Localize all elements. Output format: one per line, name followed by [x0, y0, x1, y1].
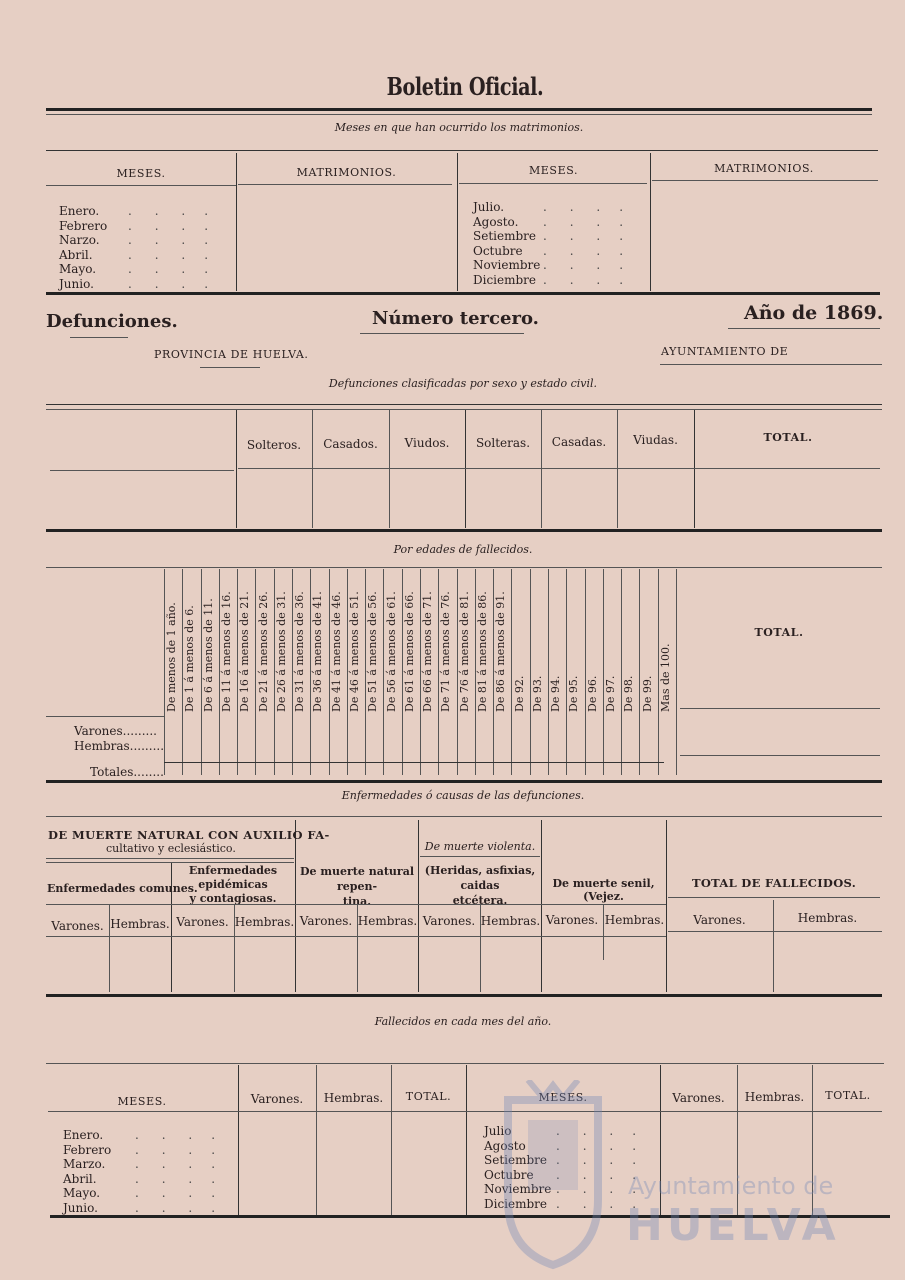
month-label: Enero. — [63, 1128, 104, 1142]
causes-caption: Enfermedades ó causas de las defunciones. — [341, 789, 585, 802]
causes-senile: De muerte senil, (Vejez. — [552, 877, 655, 903]
causes-total: TOTAL DE FALLECIDOS. — [691, 876, 857, 890]
ages-column-header: De 98. — [622, 675, 636, 712]
ages-column-header: De 81 á menos de 86. — [476, 591, 489, 712]
ages-column-header: De 71 á menos de 76. — [439, 591, 453, 712]
causes-natural-aux-1: DE MUERTE NATURAL CON AUXILIO FA- — [48, 828, 330, 842]
monthly-vline — [238, 1065, 239, 1215]
causes-wounds — [419, 863, 541, 908]
causes-total-male: Varones. — [693, 913, 746, 927]
leader-dots-left: . . . . . . . . . . . . . . . . . . . . . . . . — [128, 204, 209, 291]
causes-total-female: Hembras. — [797, 911, 858, 925]
ages-column-divider — [621, 569, 622, 775]
monthly-caption: Fallecidos en cada mes del año. — [374, 1015, 552, 1028]
causes-vline — [541, 820, 542, 992]
monthly-total-header-left: TOTAL. — [405, 1090, 452, 1103]
marriages-count-header-left: MATRIMONIOS. — [296, 166, 397, 179]
month-label: Junio. — [63, 1200, 98, 1215]
monthly-leader-dots-left: . . . . . . . . . . . . . . . . . . . . . . . . — [135, 1128, 216, 1215]
ages-column-header: De 97. — [604, 675, 617, 712]
ages-column-divider — [383, 569, 384, 775]
ages-column-divider — [530, 569, 531, 775]
month-label: Enero. — [59, 204, 100, 218]
ages-column-divider — [511, 569, 512, 775]
causes-epidemic — [172, 864, 294, 906]
watermark-line1: Ayuntamiento de — [628, 1172, 834, 1200]
month-label: Agosto — [484, 1138, 526, 1153]
ages-column-divider — [585, 569, 586, 775]
month-label: Setiembre — [484, 1153, 547, 1168]
ages-column-header: De 93. — [530, 675, 544, 712]
ages-row-rule — [46, 716, 164, 717]
monthly-female-header-left: Hembras. — [323, 1091, 384, 1105]
causes-wounds-line1: (Heridas, asfixias, caidas — [424, 864, 536, 892]
month-label: Abril. — [59, 247, 93, 262]
causes-violent: De muerte violenta. — [424, 840, 536, 853]
ages-column-divider — [566, 569, 567, 775]
province-label: PROVINCIA DE HUELVA. — [154, 348, 309, 361]
ages-column-header: De 41 á menos de 46. — [329, 591, 343, 712]
ages-column-header: De 92. — [512, 675, 526, 712]
civil-col-header: Viudos. — [404, 436, 450, 450]
ages-column-header: De 31 á menos de 36. — [293, 591, 307, 712]
ages-column-header: De 16 á menos de 21. — [238, 591, 252, 712]
marriages-count-header-right: MATRIMONIOS. — [714, 162, 814, 175]
ages-column-header: De 99. — [640, 675, 654, 712]
month-label: Abril. — [63, 1171, 97, 1186]
ages-column-divider — [676, 569, 677, 775]
civil-col-header: Solteras. — [475, 436, 531, 450]
month-label: Julio. — [473, 200, 505, 214]
causes-epidemic-line1: Enfermedades epidémicas — [188, 864, 278, 891]
monthly-header-rule — [48, 1111, 882, 1112]
causes-sudden — [296, 864, 418, 909]
causes-rule — [46, 936, 666, 937]
ages-column-header: De 95. — [567, 675, 581, 712]
leader-dots-right: . . . . . . . . . . . . . . . . . . . . . . . . — [543, 200, 624, 287]
causes-senile-female: Hembras. — [604, 913, 665, 927]
month-label: Narzo. — [59, 233, 100, 248]
council-crest-watermark — [498, 1080, 608, 1270]
causes-common-female: Hembras. — [110, 917, 170, 931]
civil-caption: Defunciones clasificadas por sexo y estado civil. — [328, 377, 598, 390]
ages-column-header: De 26 á menos de 31. — [274, 591, 288, 712]
civil-col-header: Viudas. — [633, 433, 678, 447]
causes-violent-female: Hembras. — [480, 914, 541, 928]
marriages-months-header-right: MESES. — [528, 164, 579, 177]
month-label: Noviembre — [473, 258, 541, 273]
causes-common: Enfermedades comunes. — [47, 882, 198, 895]
causes-sudden-line2: tina. — [342, 895, 372, 908]
month-label: Febrero — [63, 1142, 112, 1157]
ages-column-header: De 46 á menos de 51. — [348, 591, 361, 712]
month-label: Marzo. — [63, 1157, 106, 1172]
monthly-leader-dots-right: . . . . . . . . . . . . . . . . . . . . . . . . — [556, 1124, 637, 1211]
causes-rule — [668, 931, 882, 932]
civil-col-header: Casados. — [323, 437, 378, 451]
causes-rule — [46, 862, 294, 863]
causes-top-rule — [46, 816, 882, 817]
causes-common-male: Varones. — [51, 919, 104, 933]
causes-violent-male: Varones. — [422, 914, 476, 928]
ages-column-header: De 21 á menos de 26. — [256, 591, 270, 712]
causes-rule — [668, 897, 880, 898]
monthly-months-header-left: MESES. — [117, 1095, 167, 1108]
section-year: Año de 1869. — [744, 302, 884, 324]
council-label: AYUNTAMIENTO DE — [661, 345, 789, 358]
month-label: Diciembre — [473, 272, 537, 287]
month-label: Junio. — [59, 276, 94, 291]
causes-sudden-male: Varones. — [299, 914, 353, 928]
month-label: Diciembre — [484, 1196, 548, 1211]
causes-rule — [46, 858, 294, 859]
ages-column-divider — [639, 569, 640, 775]
causes-sudden-line1: De muerte natural repen- — [299, 865, 414, 893]
ages-column-header: De 96. — [585, 675, 599, 712]
ages-column-header: De 61 á menos de 66. — [402, 591, 416, 712]
section-title: Defunciones. — [46, 311, 178, 332]
monthly-total-header-right: TOTAL. — [825, 1089, 871, 1102]
ages-column-header: De 1 á menos de 6. — [183, 605, 197, 712]
civil-col-header: Casadas. — [551, 435, 607, 449]
month-label: Noviembre — [484, 1182, 552, 1197]
causes-bottom-rule — [46, 994, 882, 997]
ages-column-header: De 51 á menos de 56. — [366, 591, 380, 712]
monthly-months-left — [63, 1128, 111, 1216]
causes-rule — [420, 856, 540, 857]
ages-total-rule — [680, 755, 880, 756]
causes-epidemic-male: Varones. — [176, 915, 229, 929]
month-label: Setiembre — [473, 229, 536, 244]
monthly-vline — [391, 1065, 392, 1215]
causes-wounds-line2: etcétera. — [452, 894, 508, 907]
ages-column-header: De 86 á menos de 91. — [494, 591, 508, 712]
monthly-male-header-left: Varones. — [250, 1092, 304, 1106]
ages-column-header: De 56 á menos de 61. — [384, 591, 398, 712]
monthly-female-header-right: Hembras. — [744, 1090, 805, 1104]
month-label: Febrero — [59, 218, 108, 233]
ages-total-rule — [680, 708, 880, 709]
month-label: Julio — [484, 1124, 512, 1138]
ages-column-divider — [548, 569, 549, 775]
causes-sudden-female: Hembras. — [357, 914, 418, 928]
month-label: Octubre — [484, 1167, 534, 1182]
ages-bottom-rule — [46, 780, 882, 783]
causes-senile-male: Varones. — [545, 913, 599, 927]
month-label: Octubre — [473, 243, 523, 258]
civil-col-header: Solteros. — [246, 438, 302, 452]
monthly-months-header-right: MESES. — [538, 1091, 588, 1104]
monthly-male-header-right: Varones. — [672, 1091, 725, 1105]
monthly-top-rule — [46, 1063, 884, 1064]
ages-column-header: De menos de 1 año. — [165, 602, 179, 712]
ages-column-header: De 6 á menos de 11. — [201, 598, 215, 712]
ages-row-label-total: Totales........ — [90, 765, 164, 779]
causes-vline — [666, 820, 667, 992]
page-title: Boletin Oficial. — [386, 72, 544, 101]
monthly-vline — [316, 1065, 317, 1215]
ages-caption: Por edades de fallecidos. — [393, 543, 533, 556]
causes-natural-aux-2: cultativo y eclesiástico. — [106, 842, 236, 855]
ages-column-header: De 76 á menos de 81. — [457, 591, 471, 712]
ages-column-divider — [603, 569, 604, 775]
watermark-line2: HUELVA — [626, 1200, 840, 1251]
causes-rule — [46, 904, 666, 905]
marriages-months-header-left: MESES. — [116, 167, 166, 180]
month-label: Mayo. — [63, 1186, 101, 1201]
causes-epidemic-line2: y contagiosas. — [189, 892, 277, 905]
causes-epidemic-female: Hembras. — [234, 915, 295, 929]
ages-column-divider — [255, 569, 256, 775]
ages-totals-rule — [164, 762, 664, 763]
civil-col-header-total: TOTAL. — [763, 431, 813, 444]
month-label: Mayo. — [59, 262, 97, 277]
section-number: Número tercero. — [372, 308, 539, 329]
ages-column-header: De 66 á menos de 71. — [421, 591, 435, 712]
marriages-caption: Meses en que han ocurrido los matrimonios. — [334, 121, 584, 134]
ages-total-header: TOTAL. — [754, 626, 804, 639]
ages-column-header: De 94. — [549, 675, 563, 712]
ages-column-header: De 11 á menos de 16. — [220, 591, 233, 712]
ages-column-header: De 36 á menos de 41. — [311, 591, 325, 712]
month-label: Agosto. — [473, 214, 519, 229]
monthly-vline — [466, 1065, 467, 1215]
ages-row-label-male: Varones......... — [74, 724, 157, 738]
ages-row-label-female: Hembras......... — [74, 739, 165, 753]
ages-column-header: Mas de 100. — [658, 643, 672, 712]
